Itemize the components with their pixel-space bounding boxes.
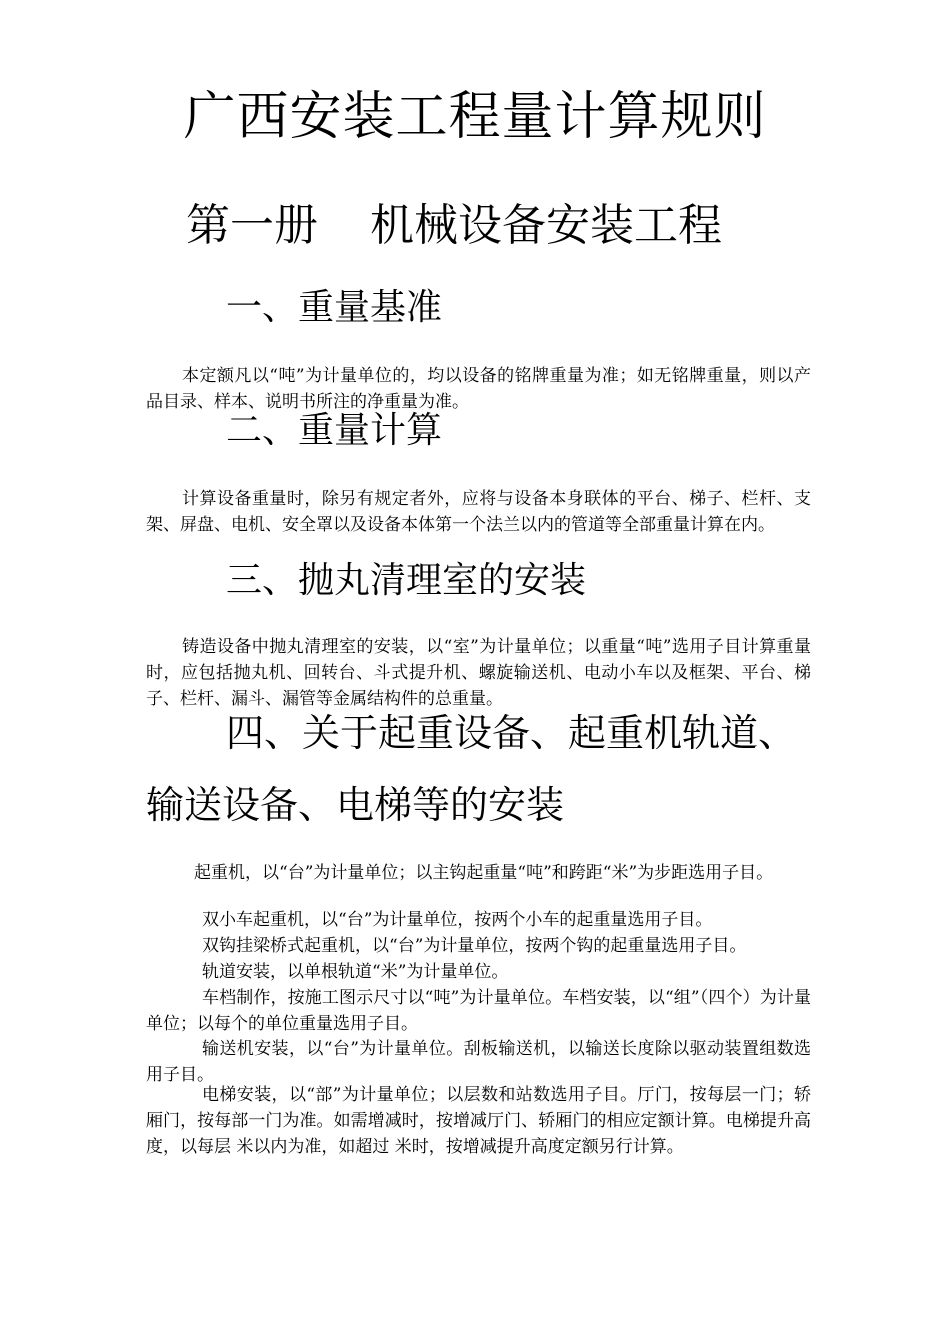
volume-number: 第一册 bbox=[186, 200, 318, 251]
section-4-paragraph-2: 双小车起重机，以“台”为计量单位，按两个小车的起重量选用子目。 bbox=[202, 910, 713, 930]
section-4-paragraph-3: 双钩挂梁桥式起重机，以“台”为计量单位，按两个钩的起重量选用子目。 bbox=[202, 936, 747, 956]
section-4-paragraph-4: 轨道安装，以单根轨道“米”为计量单位。 bbox=[202, 962, 509, 982]
section-4-paragraph-7: 电梯安装，以“部”为计量单位；以层数和站数选用子目。厅门，按每层一门；轿厢门，按每部一门为准。如需增减时，按增减厅门、轿厢门的相应定额计算。电梯提升高度，以每层 米以内为准，如超过 米时，按增减提升高度定额另行计算。 bbox=[146, 1085, 811, 1157]
section-1-paragraph: 本定额凡以“吨”为计量单位的，均以设备的铭牌重量为准；如无铭牌重量，则以产品目录、样本、说明书所注的净重量为准。 bbox=[146, 366, 811, 412]
section-4-heading-line-2: 输送设备、电梯等的安装 bbox=[146, 783, 565, 827]
section-3-paragraph: 铸造设备中抛丸清理室的安装，以“室”为计量单位；以重量“吨”选用子目计算重量时，应包括抛丸机、回转台、斗式提升机、螺旋输送机、电动小车以及框架、平台、梯子、栏杆、漏斗、漏管等金属结构件的总重量。 bbox=[146, 637, 811, 709]
volume-name: 机械设备安装工程 bbox=[370, 200, 722, 251]
section-4-heading-line-1: 四、关于起重设备、起重机轨道、 bbox=[226, 711, 797, 755]
section-2-heading: 二、重量计算 bbox=[226, 410, 443, 451]
section-3-heading: 三、抛丸清理室的安装 bbox=[226, 560, 587, 601]
section-4-paragraph-6: 输送机安装，以“台”为计量单位。刮板输送机，以输送长度除以驱动装置组数选用子目。 bbox=[146, 1039, 811, 1085]
volume-heading bbox=[186, 196, 722, 256]
section-2-paragraph: 计算设备重量时，除另有规定者外，应将与设备本身联体的平台、梯子、栏杆、支架、屏盘、电机、安全罩以及设备本体第一个法兰以内的管道等全部重量计算在内。 bbox=[146, 489, 811, 535]
document-title: 广西安装工程量计算规则 bbox=[183, 87, 767, 147]
section-4-paragraph-5: 车档制作，按施工图示尺寸以“吨”为计量单位。车档安装，以“组”（四个）为计量单位；以每个的单位重量选用子目。 bbox=[146, 988, 811, 1034]
section-1-heading: 一、重量基准 bbox=[226, 287, 443, 328]
section-4-paragraph-1: 起重机，以“台”为计量单位；以主钩起重量“吨”和跨距“米”为步距选用子目。 bbox=[194, 863, 774, 883]
